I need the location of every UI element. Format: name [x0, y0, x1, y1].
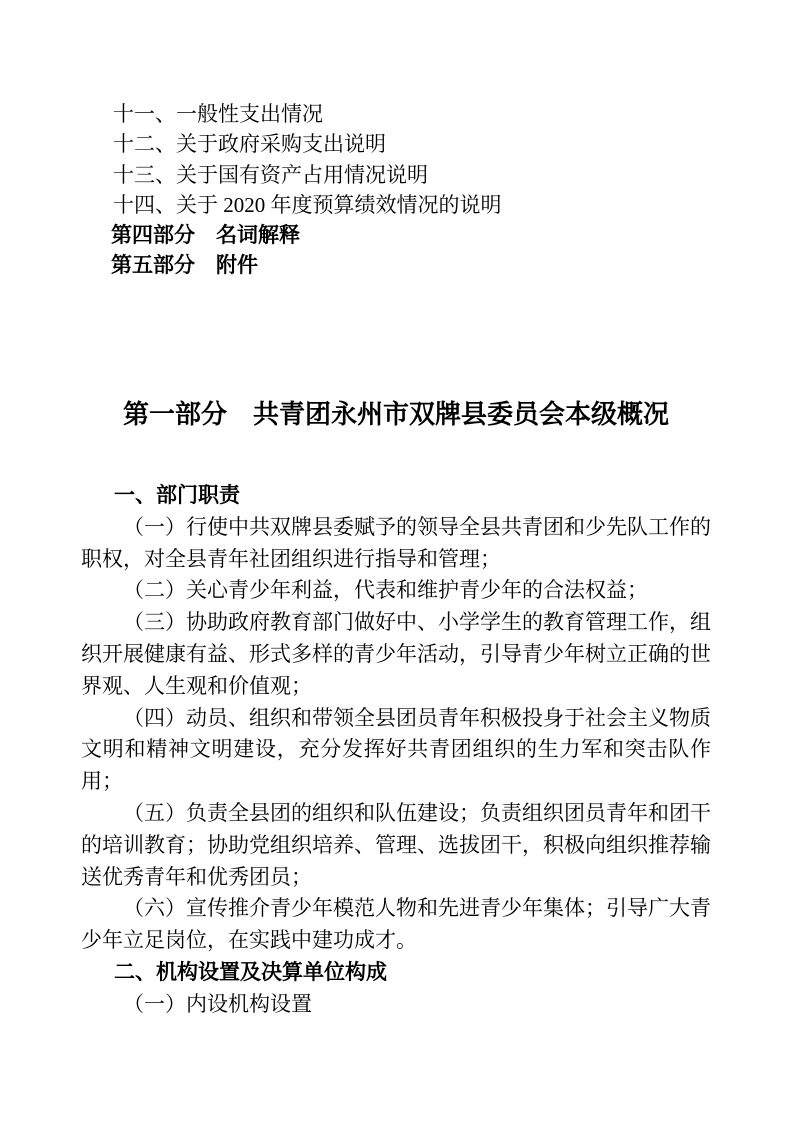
toc-line: 十三、关于国有资产占用情况说明 — [113, 162, 428, 187]
document-line: 少年立足岗位，在实践中建功成才。 — [81, 928, 417, 953]
section-title: 第一部分 共青团永州市双牌县委员会本级概况 — [122, 399, 669, 429]
document-line: （一）内设机构设置 — [123, 991, 312, 1016]
document-line: 织开展健康有益、形式多样的青少年活动，引导青少年树立正确的世 — [81, 641, 711, 666]
document-line: 一、部门职责 — [114, 484, 240, 507]
document-line: 用； — [81, 769, 123, 794]
document-line: （四）动员、组织和带领全县团员青年积极投身于社会主义物质 — [123, 705, 711, 730]
document-line: 二、机构设置及决算单位构成 — [114, 960, 387, 984]
toc-line: 第五部分 附件 — [111, 254, 258, 278]
toc-line: 十二、关于政府采购支出说明 — [113, 132, 386, 157]
document-line: （五）负责全县团的组织和队伍建设；负责组织团员青年和团干 — [123, 800, 711, 825]
document-line: （六）宣传推介青少年模范人物和先进青少年集体；引导广大青 — [123, 896, 711, 921]
document-line: 的培训教育；协助党组织培养、管理、选拔团干，积极向组织推荐输 — [81, 832, 711, 857]
section-body — [81, 480, 711, 1021]
toc-line: 第四部分 名词解释 — [111, 223, 300, 247]
toc-line: 十一、一般性支出情况 — [113, 102, 323, 126]
toc-line: 十四、关于 2020 年度预算绩效情况的说明 — [113, 193, 502, 218]
document-line: 文明和精神文明建设，充分发挥好共青团组织的生力军和突击队作 — [81, 737, 711, 762]
document-line: （二）关心青少年利益，代表和维护青少年的合法权益； — [123, 578, 648, 603]
document-line: 界观、人生观和价值观； — [81, 673, 312, 698]
document-line: （一）行使中共双牌县委赋予的领导全县共青团和少先队工作的 — [123, 514, 711, 539]
document-line: （三）协助政府教育部门做好中、小学学生的教育管理工作，组 — [123, 610, 711, 635]
document-line: 送优秀青年和优秀团员； — [81, 864, 312, 889]
document-line: 职权，对全县青年社团组织进行指导和管理； — [81, 546, 501, 571]
table-of-contents — [81, 99, 711, 281]
